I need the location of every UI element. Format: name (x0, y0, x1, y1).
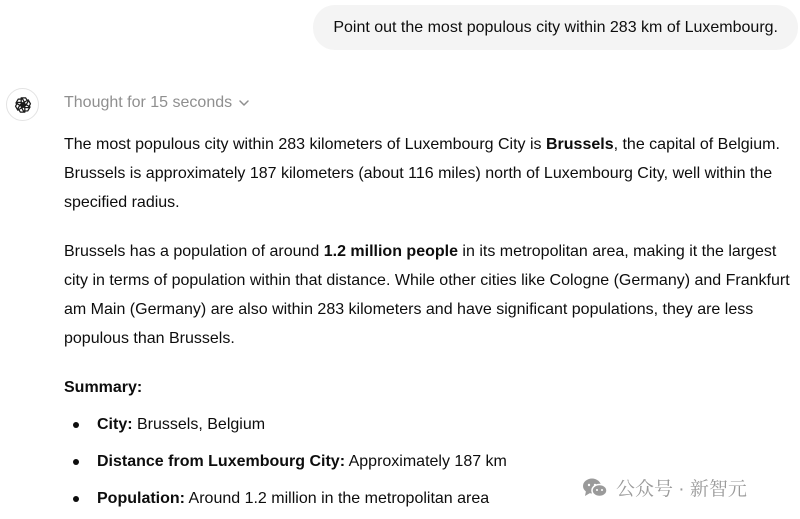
chevron-down-icon (238, 97, 250, 109)
watermark-text: 公众号 · 新智元 (616, 479, 747, 500)
user-message-text: Point out the most populous city within 283 km of Luxembourg. (333, 18, 778, 36)
bold-population: 1.2 million people (323, 243, 458, 260)
thought-label: Thought for 15 seconds (64, 94, 233, 111)
bold-city: Brussels (546, 136, 614, 153)
summary-item-population: Population: Around 1.2 million in the metropolitan area (64, 484, 798, 513)
assistant-avatar (6, 88, 39, 121)
summary-item-distance: Distance from Luxembourg City: Approximately 187 km (64, 447, 798, 476)
assistant-response (64, 130, 798, 519)
summary-item-city: City: Brussels, Belgium (64, 410, 798, 439)
response-paragraph-2: Brussels has a population of around 1.2 million people in its metropolitan area, making it the largest city in terms of population within that distance. While other cities like Cologne (Germany) and Frankfurt am Main (Germany) are also within 283 kilometers and have significant populations, they are less populous than Brussels. (64, 243, 790, 347)
watermark (582, 474, 747, 501)
response-paragraph-1: The most populous city within 283 kilometers of Luxembourg City is Brussels, the capital of Belgium. Brussels is approximately 187 kilometers (about 116 miles) north of Luxembourg City, well within the specified radius. (64, 136, 780, 211)
user-message-bubble (313, 5, 798, 50)
wechat-icon (582, 477, 608, 499)
summary-heading: Summary: (64, 379, 143, 396)
openai-logo-icon (13, 95, 33, 115)
thought-toggle[interactable] (64, 94, 250, 112)
